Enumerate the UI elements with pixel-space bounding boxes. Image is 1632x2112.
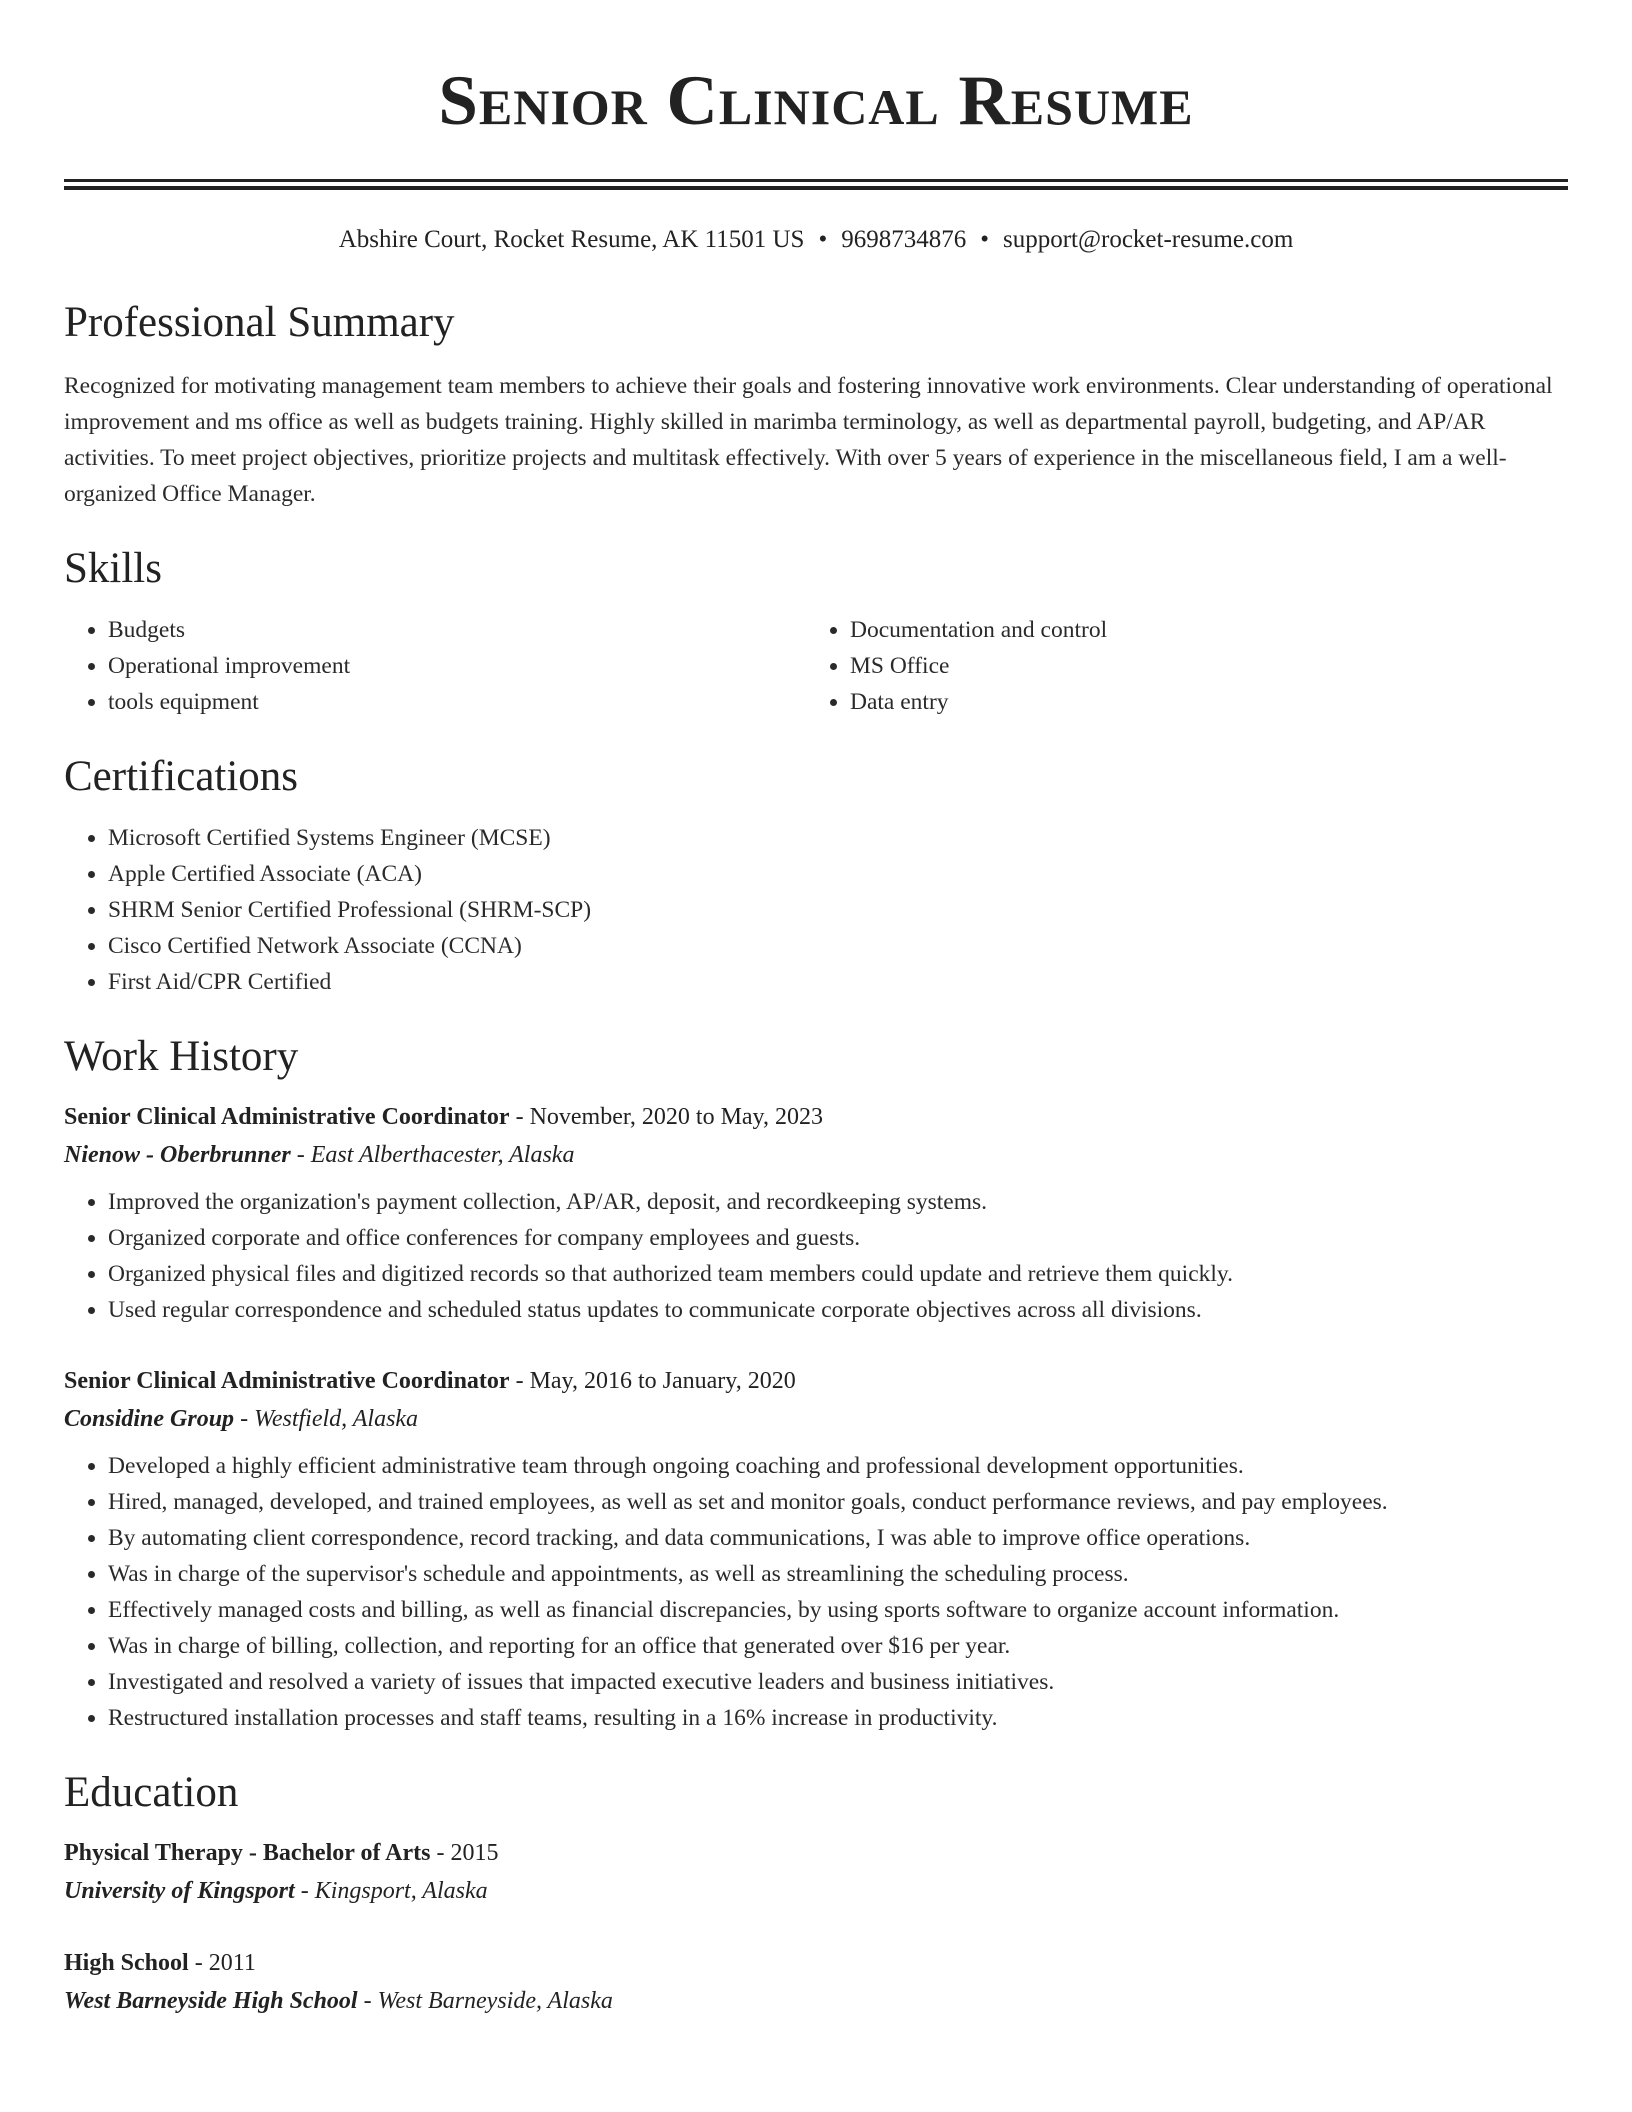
job-bullet: • Was in charge of the supervisor's schedule and appointments, as well as streamlining the scheduling process. <box>108 1556 1568 1592</box>
job-dates: May, 2016 to January, 2020 <box>529 1368 796 1394</box>
education-school: University of Kingsport <box>64 1878 295 1904</box>
job-dates: November, 2020 to May, 2023 <box>529 1104 823 1130</box>
job-bullet: • Used regular correspondence and scheduled status updates to communicate corporate objectives across all divisions. <box>108 1292 1568 1328</box>
certification-item: • Apple Certified Associate (ACA) <box>108 856 1568 892</box>
education-school-line: University of Kingsport - Kingsport, Alaska <box>64 1878 488 1904</box>
certifications-list <box>64 820 1568 1000</box>
education-year: 2011 <box>208 1950 256 1976</box>
contact-separator: • <box>818 226 828 253</box>
skills-column-right <box>806 612 1548 720</box>
job-title: Senior Clinical Administrative Coordinator <box>64 1368 510 1394</box>
certification-item: • SHRM Senior Certified Professional (SHRM-SCP) <box>108 892 1568 928</box>
work-history-heading: Work History <box>64 1033 299 1080</box>
job-entry <box>64 1362 1568 1736</box>
job-company-line: Considine Group - Westfield, Alaska <box>64 1406 419 1432</box>
job-bullet: • Investigated and resolved a variety of issues that impacted executive leaders and business initiatives. <box>108 1664 1568 1700</box>
certification-item: • Cisco Certified Network Associate (CCNA) <box>108 928 1568 964</box>
job-bullet: • Organized physical files and digitized records so that authorized team members could update and retrieve them quickly. <box>108 1256 1568 1292</box>
contact-separator: • <box>980 226 989 253</box>
skill-item: • Data entry <box>850 684 1548 720</box>
job-company: Considine Group <box>64 1406 235 1432</box>
skills-column-left <box>64 612 806 720</box>
certification-item: • First Aid/CPR Certified <box>108 964 1568 1000</box>
education-school-line: West Barneyside High School - West Barneyside, Alaska <box>64 1988 613 2014</box>
skills-heading: Skills <box>64 545 162 592</box>
job-bullets <box>64 1184 1568 1328</box>
job-bullet: • Improved the organization's payment collection, AP/AR, deposit, and recordkeeping systems. <box>108 1184 1568 1220</box>
job-bullets <box>64 1448 1568 1736</box>
contact-address: Abshire Court, Rocket Resume, AK 11501 US <box>338 226 805 253</box>
certifications-heading: Certifications <box>64 753 299 800</box>
education-degree: High School <box>64 1950 189 1976</box>
education-location: Kingsport, Alaska <box>314 1878 488 1904</box>
job-title-line: Senior Clinical Administrative Coordinator - May, 2016 to January, 2020 <box>64 1368 796 1394</box>
education-school: West Barneyside High School <box>64 1988 358 2014</box>
job-company: Nienow - Oberbrunner <box>64 1142 291 1168</box>
job-bullet: • Effectively managed costs and billing, as well as financial discrepancies, by using sports software to organize account information. <box>108 1592 1568 1628</box>
contact-line <box>64 224 1568 256</box>
job-entry <box>64 1098 1568 1328</box>
resume-title: Senior Clinical Resume <box>438 62 1194 140</box>
job-bullet: • Restructured installation processes and staff teams, resulting in a 16% increase in productivity. <box>108 1700 1568 1736</box>
skill-item: • Documentation and control <box>850 612 1548 648</box>
skill-item: • Operational improvement <box>108 648 806 684</box>
education-heading: Education <box>64 1769 239 1816</box>
skill-item: • MS Office <box>850 648 1548 684</box>
job-bullet: • Was in charge of billing, collection, and reporting for an office that generated over $16 per year. <box>108 1628 1568 1664</box>
job-title: Senior Clinical Administrative Coordinator <box>64 1104 510 1130</box>
skills-list <box>64 612 1568 720</box>
contact-phone: 9698734876 <box>841 226 967 253</box>
education-location: West Barneyside, Alaska <box>377 1988 613 2014</box>
summary-text: Recognized for motivating management team members to achieve their goals and fostering innovative work environments. Clear understanding of operational improvement and ms office as well as budgets training. Highly skilled in marimba terminology, as well as departmental payroll, budgeting, and AP/AR activities. To meet project objectives, prioritize projects and multitask effectively. With over 5 years of experience in the miscellaneous field, I am a well-organized Office Manager. <box>64 373 1553 507</box>
education-degree-line: Physical Therapy - Bachelor of Arts - 2015 <box>64 1840 499 1866</box>
summary-heading: Professional Summary <box>64 299 455 346</box>
education-degree-line: High School - 2011 <box>64 1950 256 1976</box>
job-location: Westfield, Alaska <box>254 1406 419 1432</box>
job-bullet: • By automating client correspondence, record tracking, and data communications, I was able to improve office operations. <box>108 1520 1568 1556</box>
job-bullet: • Hired, managed, developed, and trained employees, as well as set and monitor goals, conduct performance reviews, and pay employees. <box>108 1484 1568 1520</box>
job-bullet: • Developed a highly efficient administrative team through ongoing coaching and professional development opportunities. <box>108 1448 1568 1484</box>
job-title-line: Senior Clinical Administrative Coordinator - November, 2020 to May, 2023 <box>64 1104 823 1130</box>
job-location: East Alberthacester, Alaska <box>310 1142 575 1168</box>
contact-email: support@rocket-resume.com <box>1002 226 1294 253</box>
title-divider <box>64 179 1568 190</box>
job-bullet: • Organized corporate and office conferences for company employees and guests. <box>108 1220 1568 1256</box>
education-entry <box>64 1944 1568 2020</box>
certification-item: • Microsoft Certified Systems Engineer (MCSE) <box>108 820 1568 856</box>
skill-item: • Budgets <box>108 612 806 648</box>
education-degree: Physical Therapy - Bachelor of Arts <box>64 1840 431 1866</box>
skill-item: • tools equipment <box>108 684 806 720</box>
education-year: 2015 <box>450 1840 499 1866</box>
education-entry <box>64 1834 1568 1910</box>
job-company-line: Nienow - Oberbrunner - East Alberthacester, Alaska <box>64 1142 575 1168</box>
